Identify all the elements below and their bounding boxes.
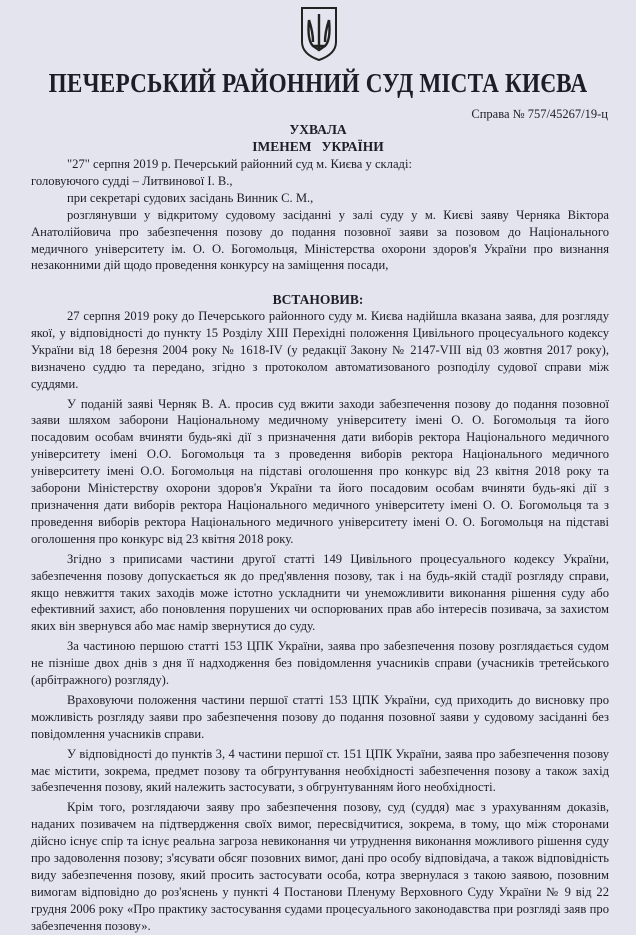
trident-emblem-icon [299,6,339,62]
section-heading: ВСТАНОВИВ: [272,292,364,307]
intro-secretary-line: при секретарі судових засідань Винник С. М., [67,190,314,205]
paragraph: У поданій заяві Черняк В. А. просив суд вжити заходи забезпечення позову до подання позовної заяви шляхом заборони Національному медичному університету імені О. О. Богомольця та його посадовим особам вчиняти будь-які дії з призначення дати виборів ректора Національного медичного університету імені О.О. Богомольця та з проведення виборів ректора Національного медичного університету імені О.О. Богомольця на підставі оголошення про конкурс від 23 квітня 2018 року та заборони Міністерству охорони здоров'я України та його посадовим особам вчиняти будь-які дії з призначення дати виборів ректора Національного медичного університету імені О. О. Богомольця та з проведення виборів ректора Національного медичного університету імені О. О. Богомольця на підставі оголошення про конкурс від 23 квітня 2018 року. [31,396,609,546]
intro-judge-line: головуючого судді – Литвинової І. В., [31,173,233,188]
paragraph: Згідно з приписами частини другої статті 149 Цивільного процесуального кодексу України, забезпечення позову допускається як до пред'явлення позову, так і на будь-якій стадії розгляду справи, якщо невжиття таких заходів може істотно ускладнити чи унеможливити виконання рішення суду або ефективний захист, або поновлення порушених чи оспорюваних прав або інтересів позивача, за захистом яких він звернувся або має намір звернутися до суду. [31,551,609,634]
paragraph: У відповідності до пунктів 3, 4 частини першої ст. 151 ЦПК України, заява про забезпечення позову має містити, зокрема, предмет позову та обгрунтування необхідності забезпечення позову а також захід забезпечення позову, який належить застосувати, з обгрунтуванням його необхідності. [31,746,609,795]
paragraph: Враховуючи положення частини першої статті 153 ЦПК України, суд приходить до висновку про можливість розгляду заяви про забезпечення позову до подання позовної заяви у судовому засіданні без повідомлення учасників справи. [31,692,609,741]
paragraph: 27 серпня 2019 року до Печерського районного суду м. Києва надійшла вказана заява, для розгляду якої, у відповідності до пункту 15 Розділу XIII Перехідні положення Цивільного процесуального кодексу України від 18 березня 2004 року № 1618-IV (у редакції Закону № 2147-VIII від 03 жовтня 2017 року), визначено суддю та передано, згідно з протоколом автоматизованого розподілу судової справи між суддями. [31,309,609,391]
paragraph: Крім того, розглядаючи заяву про забезпечення позову, суд (суддя) має з урахуванням доказів, наданих позивачем на підтвердження своїх вимог, пересвідчитися, зокрема, в тому, що між сторонами дійсно існує спір та існує реальна загроза невиконання чи утруднення виконання можливого рішення суду про задоволення позову; з'ясувати обсяг позовних вимог, дані про особу відповідача, а також відповідність виду забезпечення позову, який просить застосувати особа, котра звернулася з такою заявою, позовним вимогам відповідно до роз'яснень у пункті 4 Постанови Пленуму Верховного Суду України № 9 від 22 грудня 2006 року «Про практику застосування судами процесуального законодавства при розгляді заяв про забезпечення позову». [31,800,609,933]
intro-consideration: розглянувши у відкритому судовому засіданні у залі суду у м. Києві заяву Черняка Віктора Анатолійовича про забезпечення позову до подання позовної заяви за позовом до Національного медичного університету ім. О. О. Богомольця, Міністерства охорони здоров'я України про визнання незаконними дій щодо проведення конкурсу на заміщення посади, [31,207,609,273]
paragraph: За частиною першою статті 153 ЦПК України, заява про забезпечення позову розглядається судом не пізніше двох днів з дня її надходження без повідомлення учасників справи (учасників третейського (арбітражного) розгляду). [31,639,609,688]
body-paragraphs [31,308,609,935]
intro-date-line: "27" серпня 2019 р. Печерський районний суд м. Києва у складі: [67,157,412,171]
document-subtitle: ІМЕНЕМ УКРАЇНИ [252,139,384,154]
intro-block [31,156,609,274]
court-name: ПЕЧЕРСЬКИЙ РАЙОННИЙ СУД МІСТА КИЄВА [48,68,588,98]
document-type: УХВАЛА [289,122,347,137]
case-number: Справа № 757/45267/19-ц [471,107,608,121]
